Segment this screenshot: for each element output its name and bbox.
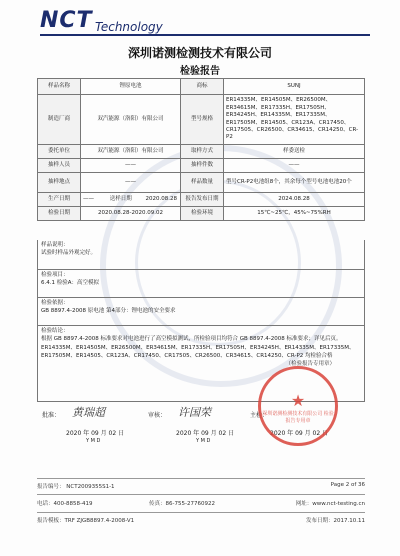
test-date: 2020.08.28-2020.09.02	[81, 207, 181, 221]
client-label: 委托单位	[38, 145, 81, 159]
report-info-table	[37, 78, 365, 221]
production-date-cell	[81, 193, 181, 207]
date-format-2: Y M D	[196, 438, 211, 444]
environment-value: 15℃~25℃，45%~75%RH	[224, 207, 365, 221]
footer-report-row	[37, 482, 365, 490]
sampling-method-label: 取样方式	[181, 145, 224, 159]
web-label: 网址：	[295, 501, 313, 507]
tel-label: 电话：	[37, 501, 54, 507]
header-divider	[40, 34, 370, 36]
model-label: 型号规格	[181, 95, 224, 145]
footer-divider-top	[37, 478, 365, 479]
manufacturer-value: 双汽能源（洛阳）有限公司	[81, 95, 181, 145]
company-seal	[258, 366, 338, 446]
sampling-place: ——	[81, 173, 181, 193]
seal-note: （检验报告专用章）	[285, 361, 335, 367]
model-list: ER14335M、ER14505M、ER26500M、ER34615M、ER17335H、ER17505H、ER34245H、ER14335M、ER17335M、ER17505M、ER14505、CR123A、CR17450、CR17505、CR26500、CR34615、CR14250、CR-P2	[224, 95, 365, 145]
test-complete-date: 2020 年 09 月 02 日	[270, 430, 329, 437]
reviewer-signature: 许国荣	[178, 406, 211, 419]
approval-date: 2020 年 09 月 02 日	[66, 430, 125, 437]
issue-label: 发布日期：	[305, 518, 334, 524]
sample-qty-label: 样品数量	[181, 173, 224, 193]
test-date-label: 检验日期	[38, 207, 81, 221]
sample-description: 试验时样品外观完好。	[41, 250, 97, 257]
test-items-block	[37, 270, 365, 298]
test-basis: GB 8897.4-2008 原电池 第4部分：锂电池的安全要求	[41, 308, 176, 315]
production-date-label: 生产日期	[38, 193, 81, 207]
arrival-date-label: 送样日期	[109, 195, 132, 202]
footer-template-row	[37, 516, 365, 524]
test-items: 6.4.1 检验A：高空模拟	[41, 280, 100, 287]
manufacturer-label: 制造厂商	[38, 95, 81, 145]
template-label: 报告模板：	[37, 518, 65, 524]
tester-label: 主检：	[250, 412, 269, 419]
company-logo: NCT	[40, 8, 93, 33]
test-items-title: 检验项目：	[41, 272, 69, 278]
sampling-number-label: 抽样件数	[181, 159, 224, 173]
footer-divider-mid	[37, 494, 365, 495]
issue-value: 2017.10.11	[333, 518, 365, 524]
brand-label: 商标	[181, 79, 224, 95]
seal-text: 深圳诺测检测技术有限公司 检验报告专用章	[262, 411, 334, 424]
reviewer-label: 审核：	[148, 412, 167, 419]
page-number: Page 2 of 36	[330, 482, 365, 488]
test-basis-block	[37, 298, 365, 326]
sample-description-title: 样品说明：	[41, 242, 69, 248]
company-logo-subtext: Technology	[95, 20, 163, 34]
report-title: 检验报告	[180, 66, 220, 77]
test-basis-title: 检验依据：	[41, 300, 69, 306]
sample-name-label: 样品名称	[38, 79, 81, 95]
sample-description-block	[37, 240, 365, 270]
sampling-number: ——	[224, 159, 365, 173]
arrival-date: 2020.08.28	[145, 195, 178, 202]
report-date-label: 报告发布日期	[181, 193, 224, 207]
report-date: 2024.08.28	[224, 193, 365, 207]
conclusion-title: 检验结论：	[41, 328, 69, 334]
sample-name: 锂原电池	[81, 79, 181, 95]
report-number-label: 报告编号：	[37, 484, 65, 490]
report-number: NCT2009355S1-1	[66, 484, 115, 490]
seal-star-icon: ★	[290, 391, 306, 410]
client-value: 双汽能源（洛阳）有限公司	[81, 145, 181, 159]
approver-label: 批准：	[42, 412, 61, 419]
footer-divider-bottom	[37, 512, 365, 513]
tel-value: 400-8858-419	[53, 501, 93, 507]
sampling-person-label: 抽样人员	[38, 159, 81, 173]
fax-value: 86-755-27760922	[165, 501, 215, 507]
company-name: 深圳诺测检测技术有限公司	[127, 46, 272, 60]
sampling-place-label: 抽样地点	[38, 173, 81, 193]
sampling-method: 样委送检	[224, 145, 365, 159]
sampling-person: ——	[81, 159, 181, 173]
production-date: ——	[83, 195, 94, 202]
conclusion-text: 根据 GB 8897.4-2008 标准要求对电池进行了高空模拟测试，所检验项目均符合 GB 8897.4-2008 标准要求；详见后页。	[41, 336, 342, 343]
approver-signature: 黄瑞超	[72, 406, 105, 419]
sample-qty: 型号CR-P2电池组8个，其余每个型号电池电池20个	[224, 173, 365, 193]
environment-label: 检验环境	[181, 207, 224, 221]
footer-contact-row	[37, 499, 365, 507]
web-value: www.nct-testing.cn	[312, 501, 365, 507]
review-date: 2020 年 09 月 02 日	[176, 430, 235, 437]
fax-label: 传真：	[149, 501, 166, 507]
template-value: TRF ZJGB8897.4-2008-V1	[64, 518, 135, 524]
date-format-1: Y M D	[86, 438, 101, 444]
brand-value: SUNJ	[224, 79, 365, 95]
conclusion-models: ER14335M、ER14505M、ER26500M、ER34615M、ER17335H、ER17505H、ER34245H、ER14335M、ER17335M、ER17505M、ER14505、CR123A、CR17450、CR17505、CR26500、CR34615、CR14250、CR-P2 均检验合格	[41, 344, 355, 359]
